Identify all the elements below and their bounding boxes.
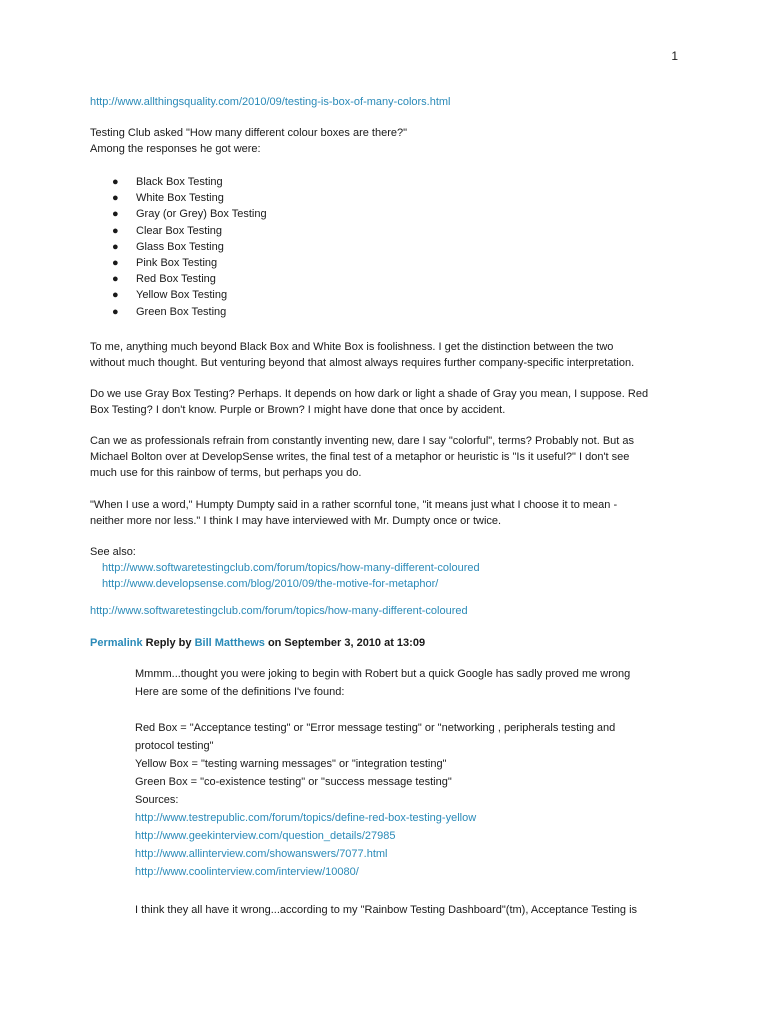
intro-line: Among the responses he got were: bbox=[90, 143, 261, 155]
list-item: ● Clear Box Testing bbox=[112, 223, 267, 239]
bullet-icon: ● bbox=[112, 192, 119, 205]
list-item: ● White Box Testing bbox=[112, 190, 267, 206]
bullet-icon: ● bbox=[112, 289, 119, 302]
list-item: ● Red Box Testing bbox=[112, 271, 267, 287]
reply-header bbox=[90, 635, 690, 651]
paragraph: Do we use Gray Box Testing? Perhaps. It depends on how dark or light a shade of Gray you mean, I suppose. Red Box Testing? I don't know. Purple or Brown? I might have done that once by accident. bbox=[90, 388, 649, 416]
intro bbox=[90, 125, 690, 157]
source-link[interactable]: http://www.coolinterview.com/interview/10080/ bbox=[135, 866, 359, 878]
list-item: ● Pink Box Testing bbox=[112, 255, 267, 271]
club-link-line bbox=[90, 603, 690, 619]
paragraph: To me, anything much beyond Black Box and White Box is foolishness. I get the distinction between the two without much thought. But venturing beyond that almost always requires further company-specific interpretation. bbox=[90, 341, 635, 369]
bullet-icon: ● bbox=[112, 305, 119, 318]
see-also-link[interactable]: http://www.softwaretestingclub.com/forum/topics/how-many-different-coloured bbox=[102, 562, 480, 574]
see-also bbox=[90, 544, 690, 592]
bullet-icon: ● bbox=[112, 208, 119, 221]
list-item: ● Glass Box Testing bbox=[112, 239, 267, 255]
paragraph: "When I use a word," Humpty Dumpty said in a rather scornful tone, "it means just what I choose it to mean - neither more nor less." I think I may have interviewed with Mr. Dumpty once or twice. bbox=[90, 499, 618, 527]
reply-by-label: Reply by bbox=[145, 637, 192, 649]
reply-body: Mmmm...thought you were joking to begin with Robert but a quick Google has sadly proved me wrong Here are some of the definitions I've found: bbox=[135, 668, 631, 698]
author-link[interactable]: Bill Matthews bbox=[194, 637, 265, 649]
reply-closing: I think they all have it wrong...according to my "Rainbow Testing Dashboard"(tm), Acceptance Testing is bbox=[135, 904, 638, 916]
list-item: ● Black Box Testing bbox=[112, 174, 267, 190]
source-link[interactable]: http://www.allinterview.com/showanswers/7077.html bbox=[135, 848, 388, 860]
see-also-label: See also: bbox=[90, 546, 136, 558]
intro-line: Testing Club asked "How many different colour boxes are there?" bbox=[90, 127, 407, 139]
source-link[interactable]: http://www.allthingsquality.com/2010/09/testing-is-box-of-many-colors.html bbox=[90, 96, 451, 108]
source-link[interactable]: http://www.geekinterview.com/question_details/27985 bbox=[135, 830, 396, 842]
reply-definitions: Red Box = "Acceptance testing" or "Error message testing" or "networking , peripherals testing and protocol testing" Yellow Box = "testing warning messages" or "integration testing" Green Box = "co-existence testing" or "success message testing" Sources: http://www.testrepublic.com/forum/topics/define-red-box-testing-yellow http://www.geekinterview.com/question_details/27985 http://www.allinterview.com/showanswers/7077.html http://www.coolinterview.com/interview/10080/ bbox=[135, 719, 695, 881]
bullet-icon: ● bbox=[112, 176, 119, 188]
sources-label: Sources: bbox=[135, 794, 179, 806]
bullet-icon: ● bbox=[112, 273, 119, 286]
list-item: ● Gray (or Grey) Box Testing bbox=[112, 206, 267, 222]
source-link-line bbox=[90, 94, 690, 110]
paragraph: Can we as professionals refrain from constantly inventing new, dare I say "colorful", terms? Probably not. But as Michael Bolton over at DevelopSense writes, the final test of a metaphor or heuristic is "Is it useful?" I don't see much use for this rainbow of terms, but perhaps you do. bbox=[90, 435, 635, 479]
source-link[interactable]: http://www.testrepublic.com/forum/topics/define-red-box-testing-yellow bbox=[135, 812, 477, 824]
list-item: ● Yellow Box Testing bbox=[112, 287, 267, 303]
club-link[interactable]: http://www.softwaretestingclub.com/forum/topics/how-many-different-coloured bbox=[90, 605, 468, 617]
bullet-icon: ● bbox=[112, 224, 119, 237]
permalink-link[interactable]: Permalink bbox=[90, 637, 143, 649]
bullet-icon: ● bbox=[112, 256, 119, 269]
page-number: 1 bbox=[671, 49, 678, 63]
box-types-list bbox=[112, 174, 267, 320]
see-also-link[interactable]: http://www.developsense.com/blog/2010/09/the-motive-for-metaphor/ bbox=[102, 578, 439, 590]
list-item: ● Green Box Testing bbox=[112, 304, 267, 320]
reply-date: on September 3, 2010 at 13:09 bbox=[267, 637, 426, 649]
bullet-icon: ● bbox=[112, 240, 119, 253]
